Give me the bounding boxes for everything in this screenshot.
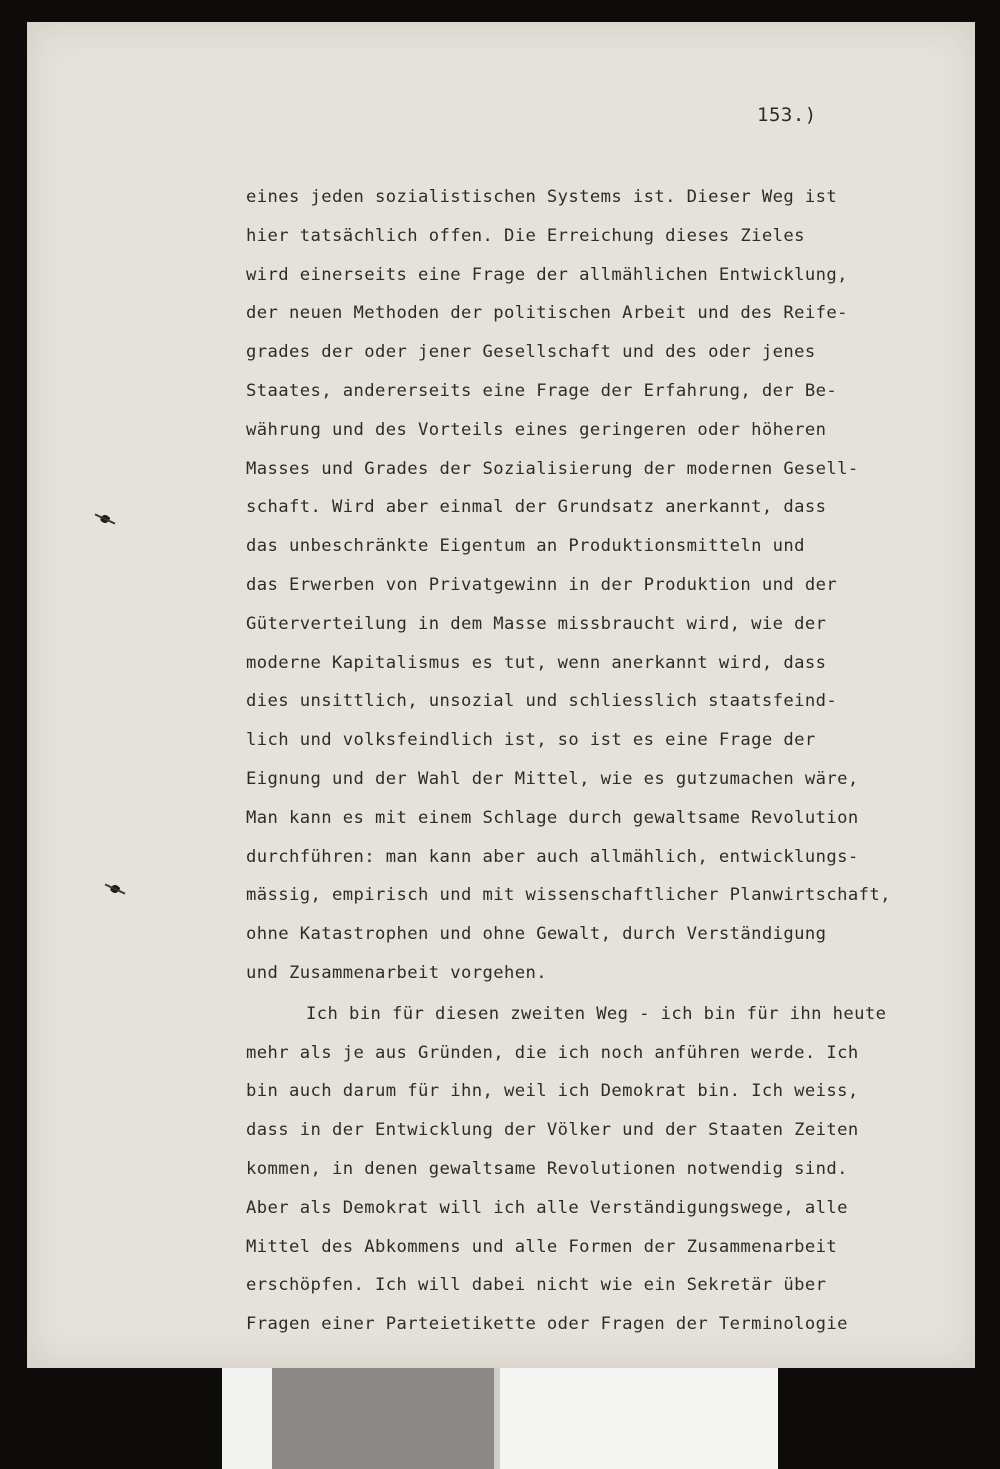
text-line: grades der oder jener Gesellschaft und des oder jenes (246, 342, 816, 363)
text-line: mässig, empirisch und mit wissenschaftlicher Planwirtschaft, (246, 885, 891, 906)
scale-patch-gray (272, 1368, 494, 1469)
text-line: dies unsittlich, unsozial und schliesslich staatsfeind- (246, 691, 838, 712)
text-line: Mittel des Abkommens und alle Formen der Zusammenarbeit (246, 1236, 838, 1257)
scale-patch-white (222, 1368, 272, 1469)
text-line: bin auch darum für ihn, weil ich Demokrat bin. Ich weiss, (246, 1081, 859, 1102)
scale-patch-white (500, 1368, 778, 1469)
text-line: Ich bin für diesen zweiten Weg - ich bin für ihn heute (306, 1003, 887, 1024)
text-line: hier tatsächlich offen. Die Erreichung dieses Zieles (246, 225, 805, 246)
page-number: 153.) (757, 104, 817, 126)
text-line: Aber als Demokrat will ich alle Verständigungswege, alle (246, 1197, 848, 1218)
text-line: moderne Kapitalismus es tut, wenn anerkannt wird, dass (246, 652, 827, 673)
text-line: Staates, andererseits eine Frage der Erfahrung, der Be- (246, 380, 838, 401)
text-line: mehr als je aus Gründen, die ich noch anführen werde. Ich (246, 1042, 859, 1063)
text-line: wird einerseits eine Frage der allmählichen Entwicklung, (246, 264, 848, 285)
text-line: kommen, in denen gewaltsame Revolutionen notwendig sind. (246, 1158, 848, 1179)
text-line: währung und des Vorteils eines geringeren oder höheren (246, 419, 827, 440)
paragraph (246, 178, 966, 993)
text-line: der neuen Methoden der politischen Arbeit und des Reife- (246, 303, 848, 324)
text-line: das unbeschränkte Eigentum an Produktionsmitteln und (246, 536, 805, 557)
text-line: ohne Katastrophen und ohne Gewalt, durch Verständigung (246, 924, 827, 945)
text-line: lich und volksfeindlich ist, so ist es eine Frage der (246, 730, 816, 751)
punch-hole-mark (108, 882, 122, 896)
text-line: und Zusammenarbeit vorgehen. (246, 962, 547, 983)
text-line: Masses und Grades der Sozialisierung der modernen Gesell- (246, 458, 859, 479)
text-line: Eignung und der Wahl der Mittel, wie es gutzumachen wäre, (246, 768, 859, 789)
punch-hole-mark (98, 512, 112, 526)
text-line: eines jeden sozialistischen Systems ist. Dieser Weg ist (246, 187, 838, 207)
color-scale-bar (222, 1368, 778, 1469)
text-line: Güterverteilung in dem Masse missbraucht wird, wie der (246, 613, 827, 634)
paragraph (246, 995, 966, 1344)
text-line: das Erwerben von Privatgewinn in der Produktion und der (246, 574, 838, 595)
text-line: dass in der Entwicklung der Völker und der Staaten Zeiten (246, 1120, 859, 1141)
text-line: Fragen einer Parteietikette oder Fragen der Terminologie (246, 1314, 848, 1335)
text-line: erschöpfen. Ich will dabei nicht wie ein Sekretär über (246, 1275, 827, 1296)
text-line: Man kann es mit einem Schlage durch gewaltsame Revolution (246, 807, 859, 828)
text-line: schaft. Wird aber einmal der Grundsatz anerkannt, dass (246, 497, 827, 518)
text-line: durchführen: man kann aber auch allmählich, entwicklungs- (246, 846, 859, 867)
body-text (246, 178, 966, 1344)
